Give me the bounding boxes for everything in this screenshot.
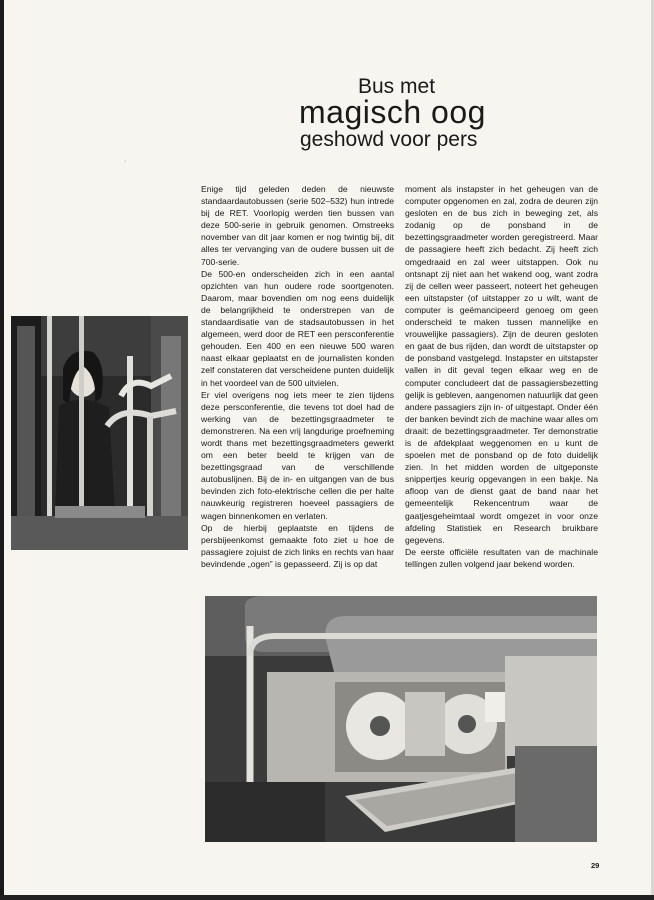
paragraph: moment als instapster in het geheugen van de computer opgenomen en zal, zodra de deuren zijn gesloten en de bus zich in beweging zet, als zodanig op de ponsband in de bezettingsgraadmeter worden geregistreerd. Maar de passagiere heeft zich bedacht. Zij heeft zich omgedraaid en zal weer uitstappen. Ook nu ontsnapt zij niet aan het wakend oog, want zodra zij de cellen weer passeert, noteert het geheugen een uitstapster (of uitstapper zo u wilt, want de computer is geëmancipeerd genoeg om geen onderscheid te maken tussen mannelijke en vrouwelijke passagiers). Zijn de deuren gesloten en gaat de bus rijden, dan wordt de uitstapster op de ponsband vastgelegd. Instapster en uitstapster vallen in dit geval tegen elkaar weg en de computer concludeert dat de passagiersbezetting gelijk is gebleven, aangenomen natuurlijk dat geen andere passagiers zijn in- of uitgestapt. Onder één der banken bevindt zich de machine waar alles om draait: de bezettingsgraadmeter. Ter demonstratie is de afdekplaat weggenomen en u kunt de spoelen met de ponsband op de foto duidelijk zien. In het midden worden de uitgeponste snippertjes keurig opgevangen in een bakje. Na afloop van de dienst gaat de band naar het gemeentelijk Rekencentrum waar de gaatjesgeheimtaal wordt omgezet in voor onze afdeling Statistiek en Research bruikbare gegevens. [405, 184, 599, 545]
paragraph: De eerste officiële resultaten van de machinale tellingen zullen volgend jaar bekend worden. [405, 546, 598, 569]
text-column-left [201, 183, 394, 570]
text-column-right [405, 183, 598, 570]
paragraph: Op de hierbij geplaatste en tijdens de persbijeenkomst gemaakte foto ziet u hoe de passagiere zojuist de zich links en rechts van haar bevindende „ogen” is gepasseerd. Zij is op dat [201, 522, 394, 569]
photo-passenger-at-bus-door [11, 316, 188, 550]
title-line-3: geshowd voor pers [300, 128, 478, 151]
page-edge-bottom [0, 895, 654, 900]
title-line-2: magisch oog [299, 94, 486, 130]
page-edge-left [0, 0, 4, 900]
page-number: 29 [591, 861, 600, 870]
paragraph: Enige tijd geleden deden de nieuwste standaardautobussen (serie 502–532) hun intrede bij de RET. Voorlopig werden tien bussen van deze 500-serie in gebruik genomen. Omstreeks november van dit jaar komen er nog twintig bij, dit alles ter vervanging van de oudere bussen uit de 700-serie. [201, 184, 394, 267]
paragraph: De 500-en onderscheiden zich in een aantal opzichten van hun oudere rode soortgenoten. Daarom, maar bovendien om nog eens duidelijk de belangrijkheid te onderstrepen van de standaardisatie van de stadsautobussen in het algemeen, werd door de RET een persconferentie gehouden. Een 400 en een nieuwe 500 waren naast elkaar geplaatst en de journalisten konden zelf constateren dat verscheidene punten duidelijk in het voordeel van de 500 uitvielen. [201, 268, 394, 388]
photo-occupancy-meter-machine [205, 596, 597, 842]
stray-mark: · [124, 158, 127, 165]
title-line-1: Bus met [358, 75, 436, 98]
paragraph: Er viel overigens nog iets meer te zien tijdens deze persconferentie, die tevens tot doel had de werking van de bezettingsgraadmeter te demonstreren. Na een vrij langdurige proefneming wordt thans met bezettingsgraadmeters gewerkt om een beter beeld te krijgen van de bezettingsgraad van de verschillende autobuslijnen. Bij de in- en uitgangen van de bus bevinden zich foto-elektrische cellen die per halte nauwkeurig registreren hoeveel passagiers de wagen binnenkomen en verlaten. [201, 389, 394, 521]
